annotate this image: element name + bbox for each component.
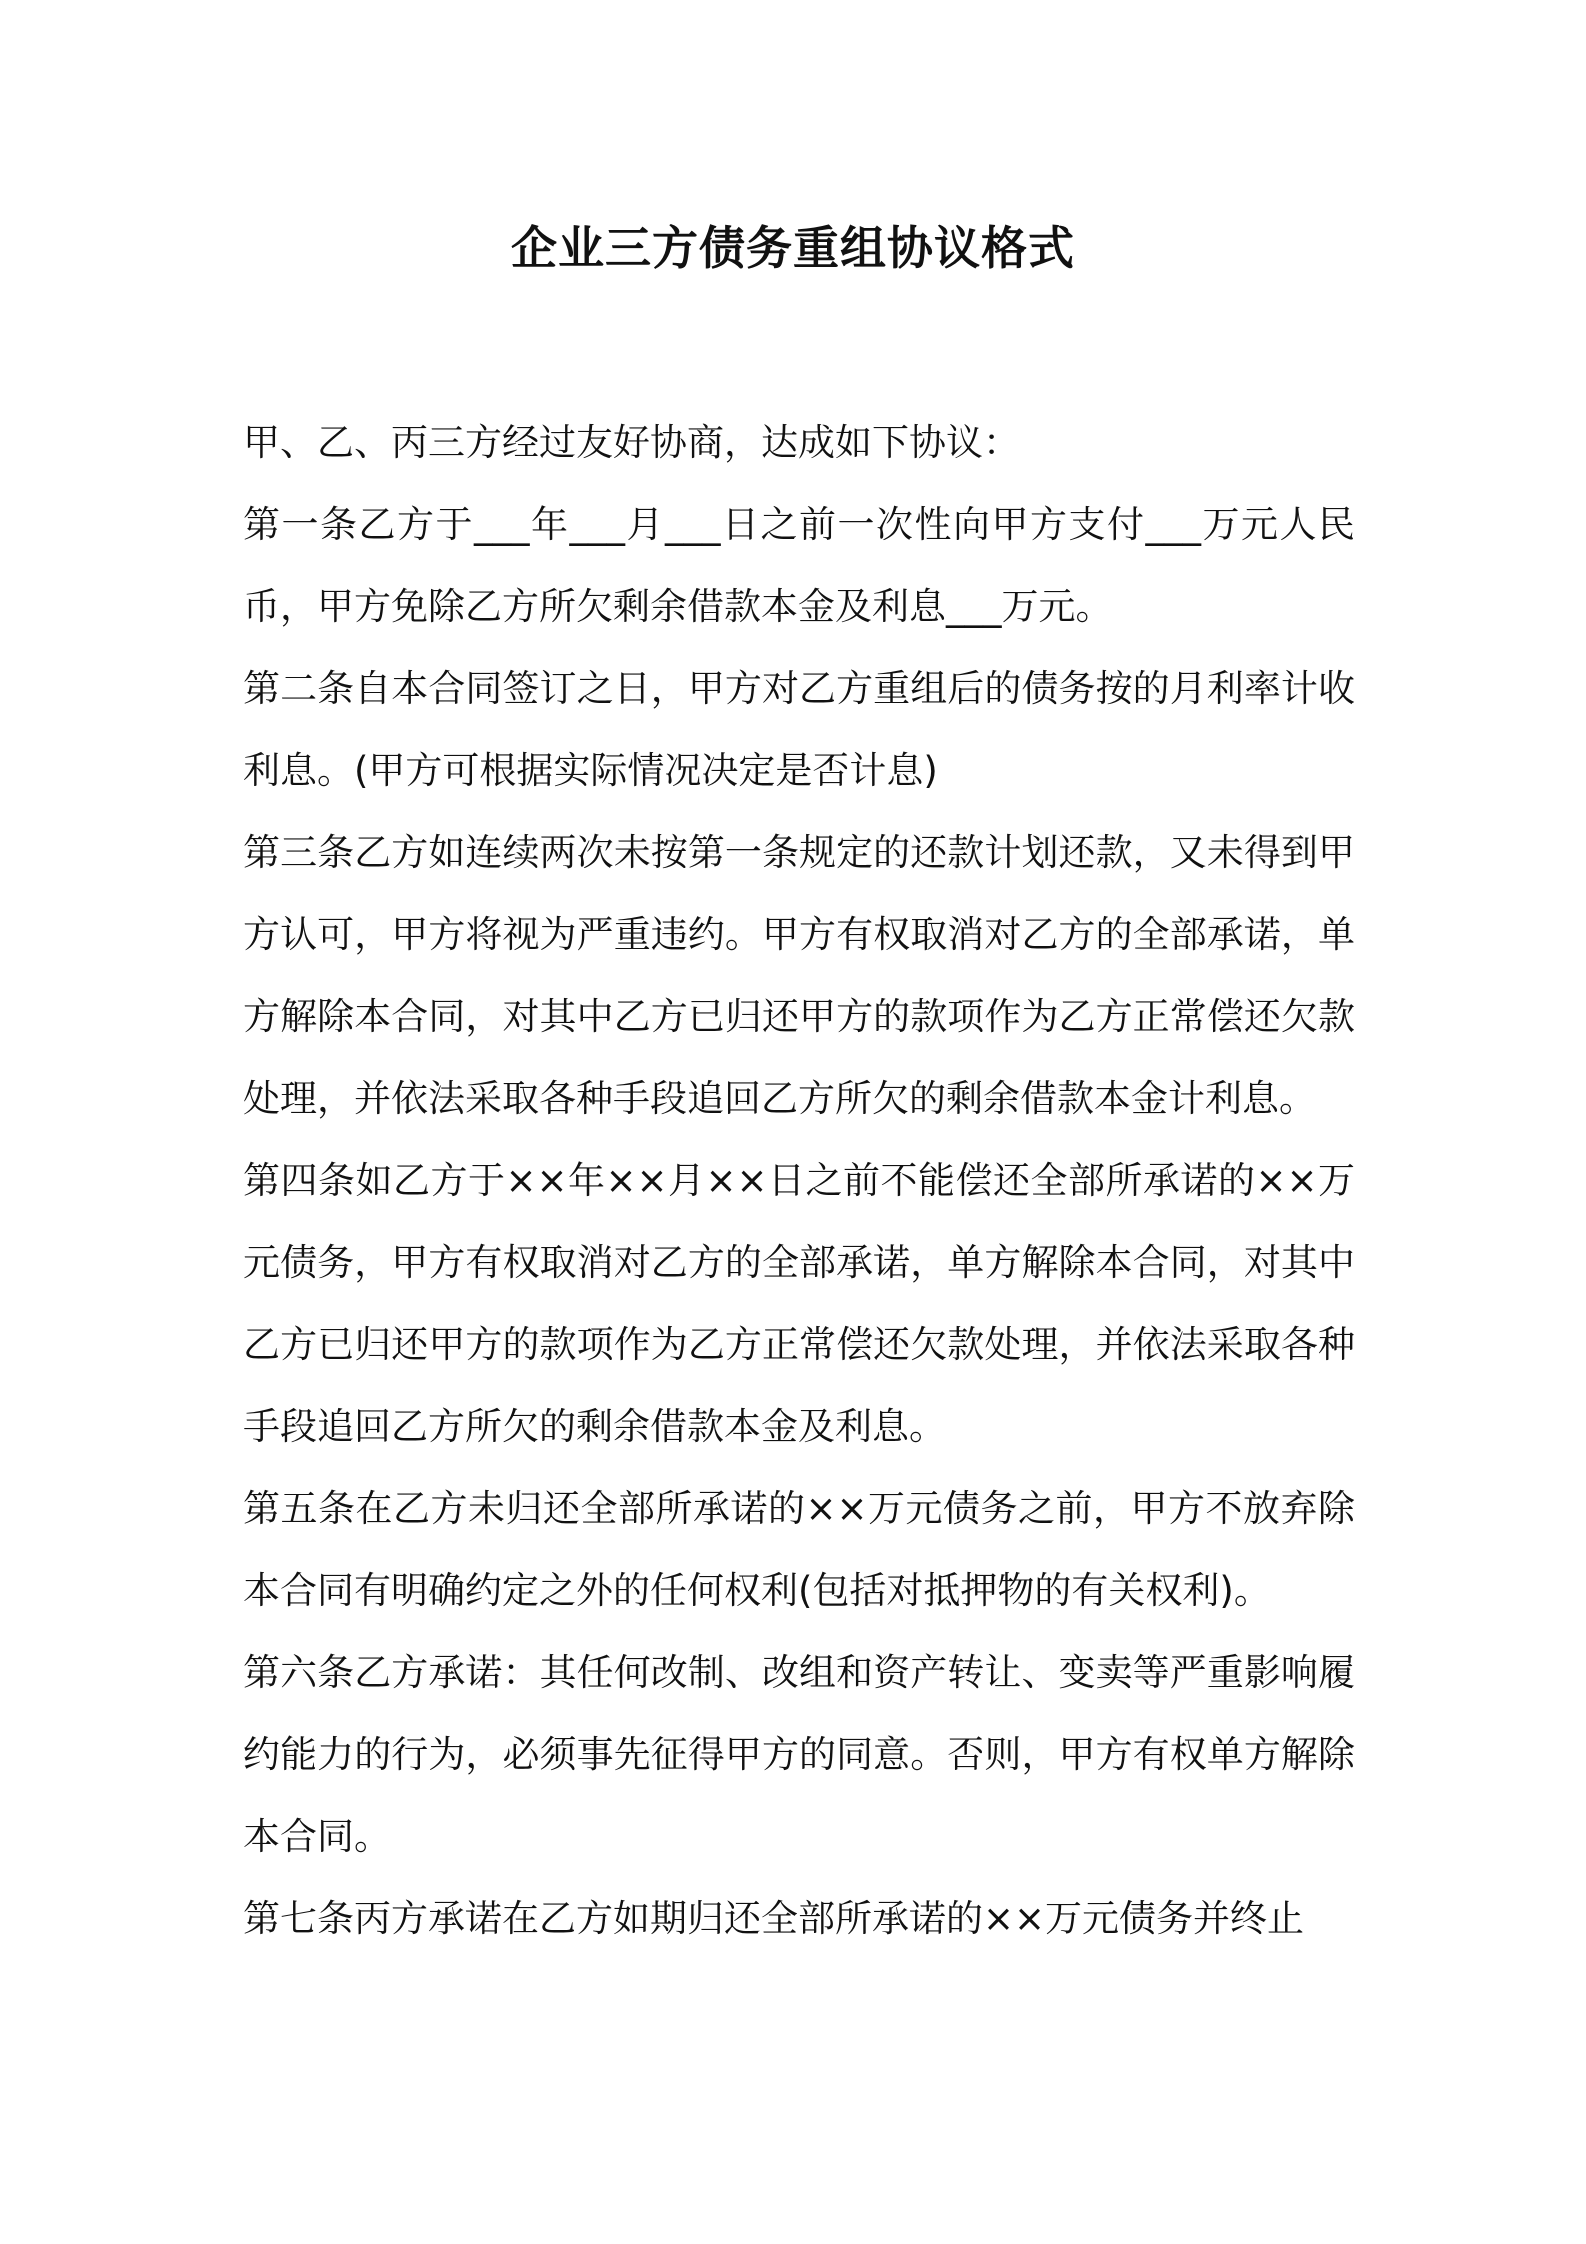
article-6-paragraph: 第六条乙方承诺：其任何改制、改组和资产转让、变卖等严重影响履约能力的行为，必须事先征得甲方的同意。否则，甲方有权单方解除本合同。 (243, 1651, 1355, 1858)
article-4-paragraph: 第四条如乙方于××年××月××日之前不能偿还全部所承诺的××万元债务，甲方有权取消对乙方的全部承诺，单方解除本合同，对其中乙方已归还甲方的款项作为乙方正常偿还欠款处理，并依法采取各种手段追回乙方所欠的剩余借款本金及利息。 (243, 1159, 1355, 1448)
document-title: 企业三方债务重组协议格式 (511, 221, 1075, 275)
article-7-paragraph: 第七条丙方承诺在乙方如期归还全部所承诺的××万元债务并终止 (243, 1897, 1305, 1940)
article-2-paragraph: 第二条自本合同签订之日，甲方对乙方重组后的债务按的月利率计收利息。(甲方可根据实际情况决定是否计息) (243, 667, 1355, 792)
article-1-paragraph: 第一条乙方于___年___月___日之前一次性向甲方支付___万元人民币，甲方免除乙方所欠剩余借款本金及利息___万元。 (243, 503, 1355, 628)
document-body (243, 402, 1355, 1960)
preamble-paragraph: 甲、乙、丙三方经过友好协商，达成如下协议： (243, 421, 1020, 464)
article-5-paragraph: 第五条在乙方未归还全部所承诺的××万元债务之前，甲方不放弃除本合同有明确约定之外的任何权利(包括对抵押物的有关权利)。 (243, 1487, 1355, 1612)
article-3-paragraph: 第三条乙方如连续两次未按第一条规定的还款计划还款，又未得到甲方认可，甲方将视为严重违约。甲方有权取消对乙方的全部承诺，单方解除本合同，对其中乙方已归还甲方的款项作为乙方正常偿还欠款处理，并依法采取各种手段追回乙方所欠的剩余借款本金计利息。 (243, 831, 1355, 1120)
